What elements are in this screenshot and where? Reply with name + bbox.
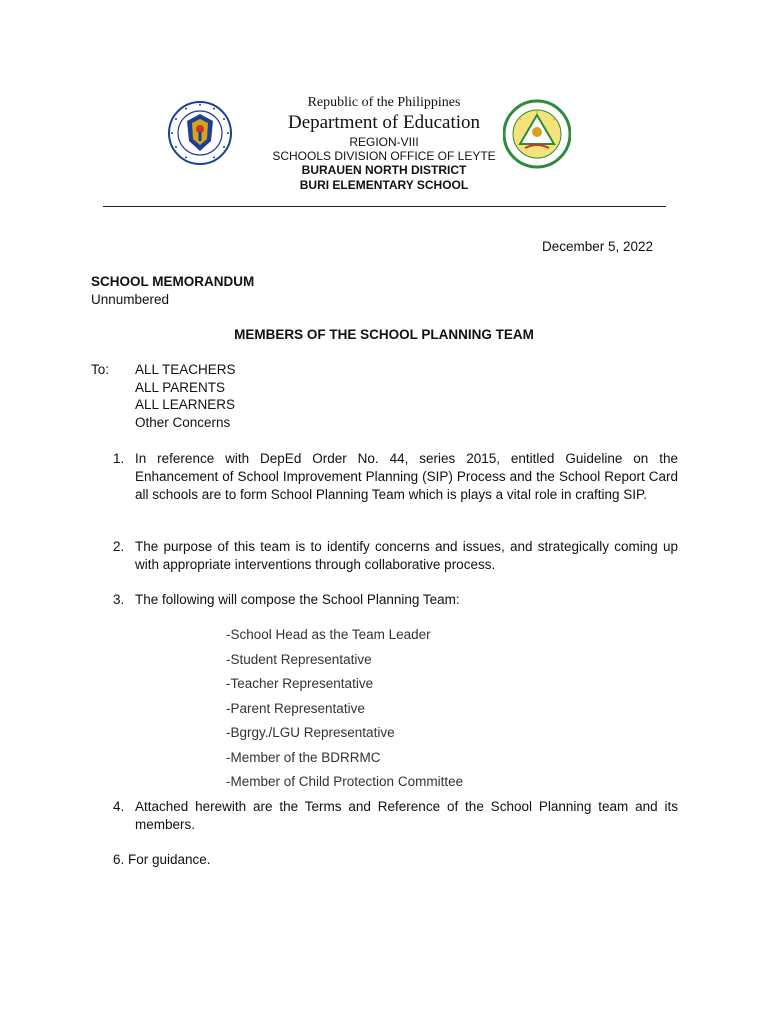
memo-number: Unnumbered xyxy=(91,292,170,307)
header-divider xyxy=(103,206,666,207)
team-member-item: -Bgrgy./LGU Representative xyxy=(226,725,395,740)
letterhead-department: Department of Education xyxy=(287,112,481,133)
body-item xyxy=(113,450,678,504)
body-item xyxy=(113,538,678,574)
recipient-item: Other Concerns xyxy=(135,414,231,430)
letterhead-school: BURI ELEMENTARY SCHOOL xyxy=(299,178,469,192)
memo-subject: MEMBERS OF THE SCHOOL PLANNING TEAM xyxy=(234,327,534,342)
item-text: In reference with DepEd Order No. 44, series 2015, entitled Guideline on the Enhancement of School Improvement Planning (SIP) Process and the School Report Card all schools are to form School Planning Team which is plays a vital role in crafting SIP. xyxy=(135,451,678,502)
letterhead-district: BURAUEN NORTH DISTRICT xyxy=(301,163,467,177)
team-member-list xyxy=(226,626,463,798)
item-number: 4. xyxy=(113,799,125,814)
recipient-item: ALL TEACHERS xyxy=(135,362,236,377)
team-member-item: -Teacher Representative xyxy=(226,676,374,691)
recipient-item: ALL LEARNERS xyxy=(135,397,236,413)
letterhead-republic: Republic of the Philippines xyxy=(307,95,461,110)
team-member-item: -Parent Representative xyxy=(226,700,365,716)
team-member-item: -School Head as the Team Leader xyxy=(226,627,431,642)
item-text: The purpose of this team is to identify concerns and issues, and strategically coming up with appropriate interventions through collaborative process. xyxy=(135,539,678,572)
item-number: 3. xyxy=(113,592,125,607)
closing-line xyxy=(113,851,678,869)
item-text: Attached herewith are the Terms and Reference of the School Planning team and its members. xyxy=(135,799,678,832)
team-member-item: -Member of Child Protection Committee xyxy=(226,774,464,789)
closing-text: 6. For guidance. xyxy=(113,852,211,867)
memo-date: December 5, 2022 xyxy=(542,239,654,254)
to-label: To: xyxy=(91,362,110,377)
team-member-item: -Student Representative xyxy=(226,651,372,667)
memo-type: SCHOOL MEMORANDUM xyxy=(91,274,255,289)
recipient-list xyxy=(135,361,236,431)
item-text: The following will compose the School Planning Team: xyxy=(135,592,460,607)
item-number: 2. xyxy=(113,539,125,554)
letterhead-region: REGION-VIII xyxy=(349,135,419,149)
team-member-item: -Member of the BDRRMC xyxy=(226,749,381,765)
body-item xyxy=(113,591,678,609)
item-number: 1. xyxy=(113,451,125,466)
letterhead-office: SCHOOLS DIVISION OFFICE OF LEYTE xyxy=(272,149,496,163)
recipient-item: ALL PARENTS xyxy=(135,379,226,395)
body-item xyxy=(113,798,678,834)
